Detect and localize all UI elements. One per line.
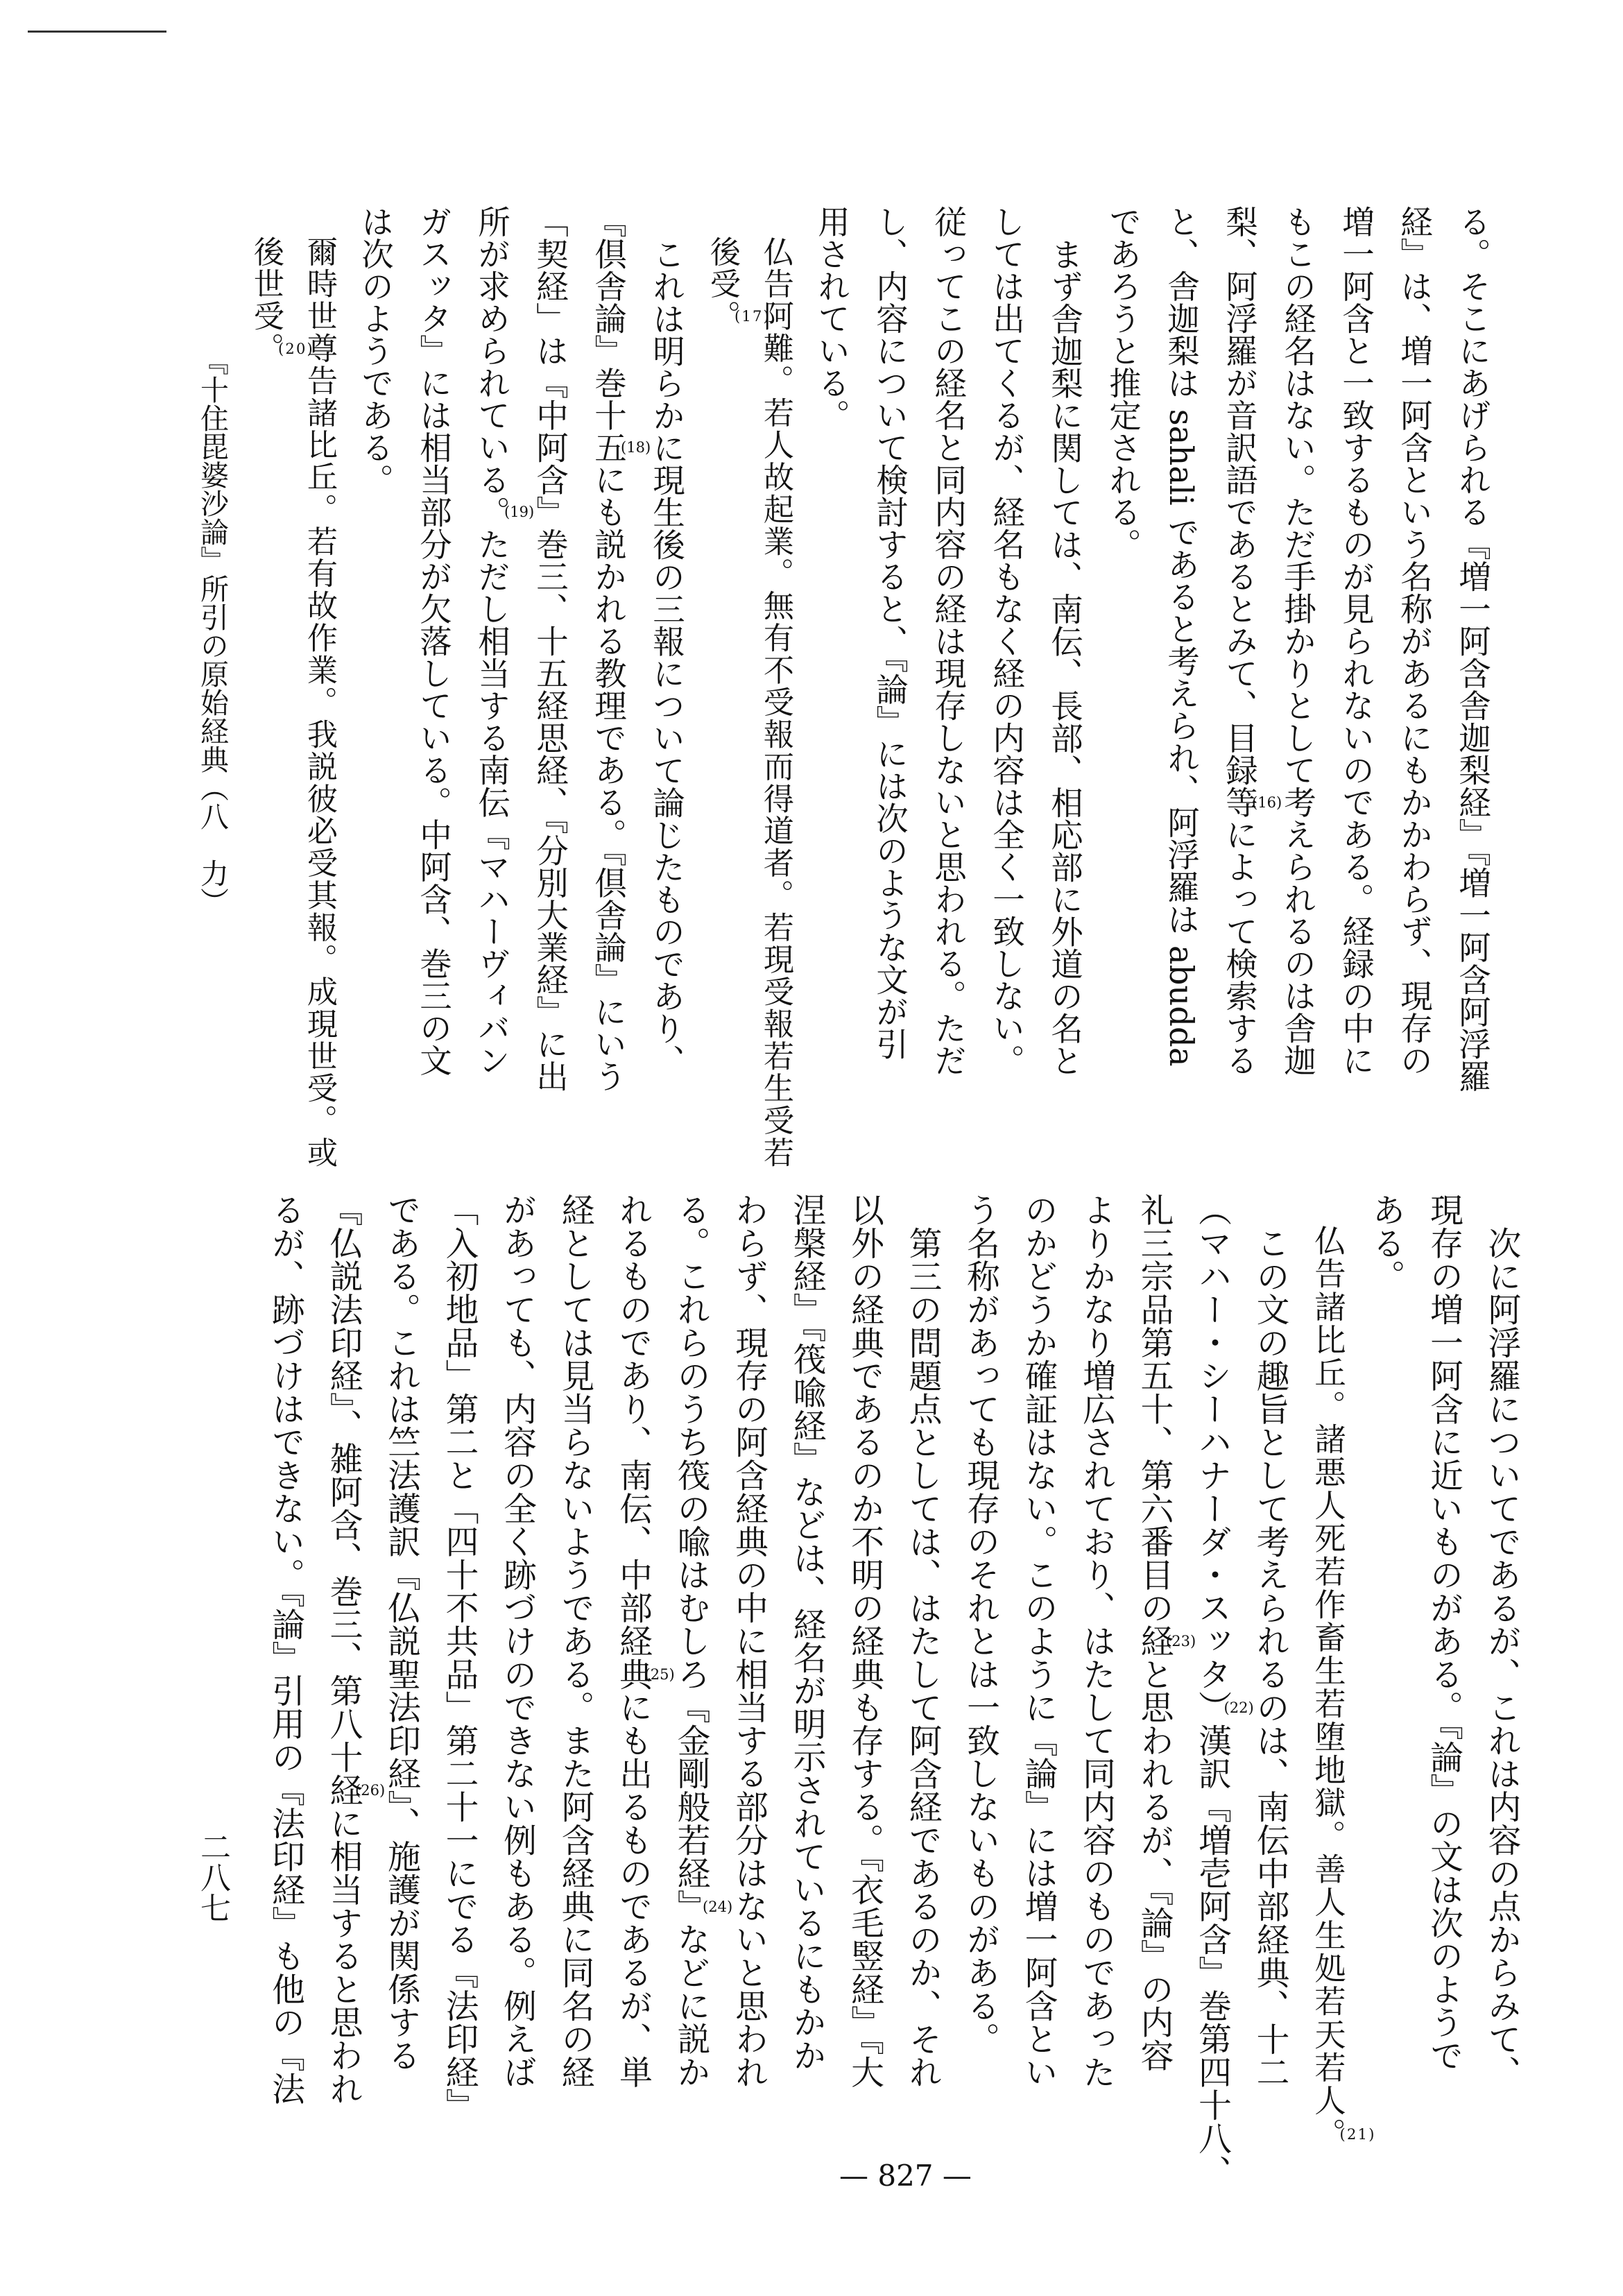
text-column xyxy=(1241,1193,1299,2136)
running-title-main: 『十住毘婆沙論』所引の原始経典（八 xyxy=(196,347,229,830)
text-column xyxy=(1009,1193,1067,2136)
text-column xyxy=(1067,1193,1125,2136)
text-segment: 増一阿含と一致するものが見られないのである。経録の中に xyxy=(1337,205,1375,1077)
footnote-marker: ( 22 ) xyxy=(1224,1700,1254,1715)
text-column xyxy=(662,1193,727,2136)
text-segment: 仏告諸比丘。諸悪人死若作畜生若堕地獄。善人生処若天若人。 xyxy=(1309,1224,1346,2151)
text-column xyxy=(430,1193,488,2136)
text-segment: にも出るものであるが、単 xyxy=(613,1690,652,2089)
text-segment: この文の趣旨として考えられるのは、南伝中部経典、十二 xyxy=(1251,1226,1289,2089)
text-column xyxy=(1269,205,1327,1121)
footnote-marker: ( 16 ) xyxy=(1252,795,1282,810)
text-segment: 礼三宗品第五十、第六番目の経 xyxy=(1135,1193,1173,1658)
text-column xyxy=(1125,1193,1190,2136)
text-segment: る。そこにあげられる『増一阿含舎迦梨経』『増一阿含阿浮羅 xyxy=(1454,205,1491,1093)
text-column xyxy=(835,1193,893,2136)
text-column xyxy=(314,1193,379,2136)
text-segment: 爾時世尊告諸比丘。若有故作業。我説彼必受其報。成現世受。或 xyxy=(302,236,337,1170)
text-segment: ただし相当する南伝『マハーヴィバン xyxy=(473,528,510,1077)
text-segment: にも説かれる教理である。『倶舎論』にいう xyxy=(590,463,627,1093)
quotation-column xyxy=(239,205,307,1121)
footnote-marker: ( 21 ) xyxy=(1340,2127,1376,2142)
text-column xyxy=(1385,205,1443,1121)
text-segment: 涅槃経』『筏喩経』などは、経名が明示されているにもかか xyxy=(787,1193,825,2072)
text-segment: 「入初地品」第二と「四十不共品」第二十一にでる『法印経』 xyxy=(440,1193,478,2122)
text-segment: るが、跡づけはできない。『論』引用の『法印経』も他の『法 xyxy=(266,1193,304,2105)
text-segment: これは明らかに現生後の三報について論じたものであり、 xyxy=(648,237,685,1077)
text-segment: 『倶舎論』巻十五 xyxy=(590,205,627,463)
text-column xyxy=(1210,205,1276,1121)
text-column xyxy=(579,205,645,1121)
footnote-marker: ( 20 ) xyxy=(278,341,314,357)
text-segment: 「契経」は『中阿含』巻三、十五経思経、『分別大業経』に出 xyxy=(531,205,569,1093)
page-number: — 827 — xyxy=(839,2159,972,2193)
text-column xyxy=(521,205,579,1121)
text-column xyxy=(488,1193,546,2136)
footnote-marker: ( 19 ) xyxy=(504,504,534,520)
quotation-column xyxy=(749,205,802,1170)
text-segment: 次に阿浮羅についてであるが、これは内容の点からみて、 xyxy=(1482,1226,1520,2089)
text-segment: し、内容について検討すると、『論』には次のような文が引 xyxy=(871,205,909,1061)
text-segment: 第三の問題点としては、はたして阿含経であるのか、それ xyxy=(903,1226,941,2089)
text-column xyxy=(893,1193,952,2136)
quotation-column xyxy=(1298,1193,1369,2151)
footnote-marker: ( 24 ) xyxy=(703,1899,732,1914)
text-segment: と思われるが、『論』の内容 xyxy=(1135,1657,1173,2072)
running-title xyxy=(197,347,227,916)
text-segment: 梨、阿浮羅が音訳語であるとみて、目録等 xyxy=(1221,205,1258,819)
text-segment: よりかなり増広されており、はたして同内容のものであった xyxy=(1076,1193,1115,2089)
text-segment: などに説か xyxy=(671,1922,710,2089)
text-column xyxy=(256,1193,314,2136)
text-column xyxy=(919,205,977,1121)
text-column xyxy=(1036,205,1094,1121)
text-column xyxy=(372,1193,430,2136)
text-segment: しては出てくるが、経名もなく経の内容は全く一致しない。 xyxy=(988,205,1025,1077)
text-segment: 仏告阿難。若人故起業。無有不受報而得道者。若現受報若生受若 xyxy=(758,236,793,1170)
quotation-column xyxy=(696,205,764,1121)
text-segment: ある。 xyxy=(1366,1193,1405,1293)
text-column xyxy=(1357,1193,1415,2136)
text-column xyxy=(1327,205,1385,1121)
page-number-kanji: 二八七 xyxy=(195,1831,230,1923)
text-segment: 以外の経典であるのか不明の経典も存する。『衣毛竪経』『大 xyxy=(845,1193,884,2089)
text-column xyxy=(1094,205,1152,1121)
footnote-marker: ( 25 ) xyxy=(645,1667,675,1682)
text-column xyxy=(951,1193,1009,2136)
text-segment: れるものであり、南伝、中部経典 xyxy=(613,1193,652,1690)
text-column xyxy=(1472,1193,1531,2136)
text-column xyxy=(977,205,1036,1121)
text-column xyxy=(603,1193,669,2136)
footnote-marker: ( 23 ) xyxy=(1166,1634,1196,1649)
text-segment: る。これらのうち筏の喩はむしろ『金剛般若経』 xyxy=(671,1193,710,1923)
corner-rule xyxy=(28,31,166,33)
text-segment: 経としては見当らないようである。また阿含経典に同名の経 xyxy=(556,1193,594,2089)
text-segment: であろうと推定される。 xyxy=(1104,205,1142,560)
text-column xyxy=(802,205,861,1121)
text-column xyxy=(404,205,463,1121)
text-column xyxy=(719,1193,778,2136)
text-column xyxy=(1183,1193,1248,2188)
text-column xyxy=(778,1193,836,2136)
text-segment: と、舎迦梨は sahali であると考えられ、阿浮羅は abudda xyxy=(1162,205,1200,1067)
text-segment: である。これは竺法護訳『仏説聖法印経』、施護が関係する xyxy=(381,1193,420,2072)
text-column xyxy=(546,1193,604,2136)
text-column xyxy=(463,205,529,1121)
text-column xyxy=(1414,1193,1472,2136)
text-segment: 所が求められている。 xyxy=(473,205,510,528)
text-segment: う名称があっても現存のそれとは一致しないものがある。 xyxy=(961,1193,999,2055)
footnote-marker: ( 18 ) xyxy=(621,440,651,455)
text-segment: があっても、内容の全く跡づけのできない例もある。例えば xyxy=(497,1193,536,2089)
text-segment: 従ってこの経名と同内容の経は現存しないと思われる。ただ xyxy=(929,205,967,1077)
upper-text-block xyxy=(239,205,1502,1170)
text-column xyxy=(637,205,696,1121)
text-column xyxy=(1443,205,1502,1121)
text-column xyxy=(861,205,919,1121)
scan-mark xyxy=(1608,21,1613,26)
text-segment: によって検索する xyxy=(1221,818,1258,1077)
text-segment: 後受。 xyxy=(705,236,740,333)
text-segment: 現存の増一阿含に近いものがある。『論』の文は次のようで xyxy=(1424,1193,1463,2072)
text-segment: 漢訳『増壱阿含』巻第四十八、 xyxy=(1192,1723,1231,2188)
text-segment: 後世受。 xyxy=(248,236,284,365)
text-segment: 用されている。 xyxy=(813,205,850,431)
text-segment: のかどうか確証はない。このように『論』には増一阿含とい xyxy=(1019,1193,1057,2089)
text-segment: （マハー・シーハナーダ・スッタ） xyxy=(1192,1193,1231,1724)
text-column xyxy=(1152,205,1210,1121)
text-segment: ガスッタ』には相当部分が欠落している。中阿含、巻三の文 xyxy=(415,205,452,1077)
footnote-marker: ( 26 ) xyxy=(355,1783,385,1798)
text-segment: わらず、現存の阿含経典の中に相当する部分はないと思われ xyxy=(729,1193,768,2089)
footnote-marker: ( 17 ) xyxy=(735,309,771,324)
text-segment: に相当すると思われ xyxy=(324,1806,362,2105)
text-segment: 『仏説法印経』、雑阿含、巻三、第八十経 xyxy=(324,1193,362,1807)
text-segment: もこの経名はない。ただ手掛かりとして考えられるのは舎迦 xyxy=(1279,205,1316,1077)
text-column xyxy=(346,205,404,1121)
text-segment: は次のようである。 xyxy=(357,205,394,496)
text-segment: まず舎迦梨に関しては、南伝、長部、相応部に外道の名と xyxy=(1046,237,1083,1077)
running-title-end: 力） xyxy=(196,859,229,916)
text-segment: 経』は、増一阿含という名称があるにもかかわらず、現存の xyxy=(1396,205,1433,1077)
